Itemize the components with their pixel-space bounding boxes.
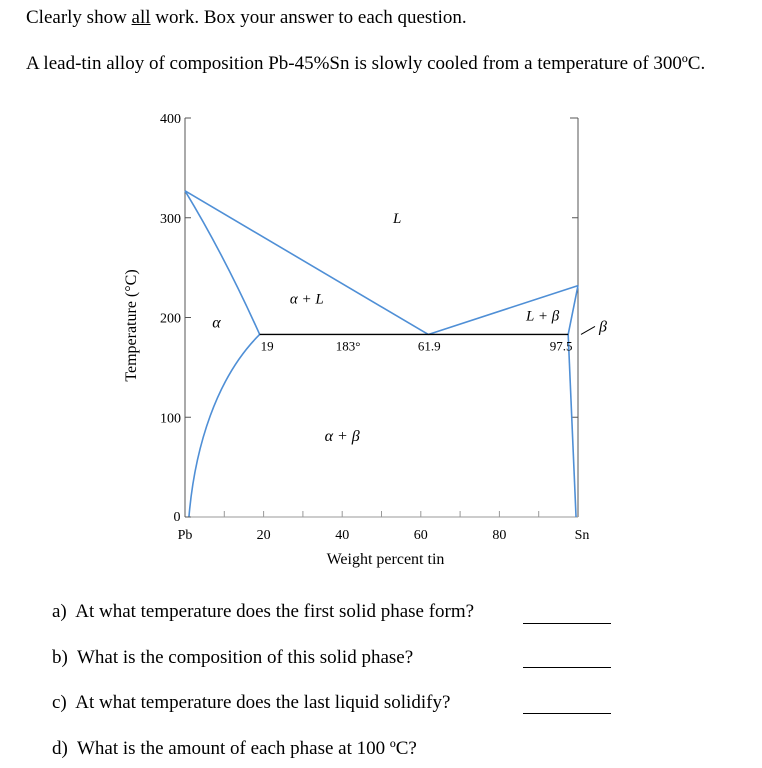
labels <box>123 211 607 568</box>
x-tick-label: 60 <box>413 528 428 543</box>
label-liquid: L <box>393 210 402 227</box>
y-tick-label: 200 <box>160 311 181 327</box>
solvus-beta <box>568 334 576 517</box>
label-alpha: α <box>212 314 221 332</box>
x-tick-label: 20 <box>256 528 271 543</box>
y-tick-label: 0 <box>173 510 181 525</box>
answer-b-line[interactable] <box>523 667 611 668</box>
y-tick-label: 300 <box>160 211 181 227</box>
label-liquid-beta: L + β <box>526 308 560 325</box>
solidus-beta <box>568 286 578 335</box>
phase-lines <box>185 191 578 517</box>
question-c-label: c) <box>52 692 67 713</box>
y-tick-label: 400 <box>160 112 181 127</box>
question-a-text: At what temperature does the first solid phase form? <box>75 601 475 622</box>
x-tick-label: 80 <box>492 528 507 543</box>
question-c <box>52 692 450 714</box>
label-eutectic-comp: 61.9 <box>417 338 441 354</box>
question-a-label: a) <box>52 601 67 622</box>
solvus-alpha <box>189 334 260 517</box>
x-tick-label: 40 <box>335 528 350 543</box>
label-beta-min: 97.5 <box>549 338 573 354</box>
problem-statement: A lead-tin alloy of composition Pb-45%Sn is slowly cooled from a temperature of 300ºC. <box>26 53 706 74</box>
label-alpha-liquid: α + L <box>289 291 324 308</box>
answer-c-line[interactable] <box>523 713 611 714</box>
question-d-text: What is the amount of each phase at 100 ºC? <box>77 738 417 759</box>
beta-leader-line <box>581 326 595 334</box>
ticks <box>160 112 589 543</box>
label-alpha-beta: α + β <box>324 428 360 446</box>
question-b <box>52 647 413 669</box>
x-axis-title: Weight percent tin <box>326 551 445 568</box>
axes <box>185 118 578 517</box>
label-eutectic-temp: 183° <box>335 338 361 354</box>
liquidus-left <box>185 191 428 335</box>
instructions-emphasis: all <box>131 7 151 28</box>
question-d-label: d) <box>52 738 68 759</box>
question-a <box>52 601 474 623</box>
label-beta: β <box>599 318 607 336</box>
question-c-text: At what temperature does the last liquid solidify? <box>75 692 451 713</box>
question-b-text: What is the composition of this solid phase? <box>77 647 414 668</box>
x-end-label-pb: Pb <box>177 528 193 543</box>
y-axis-title: Temperature (°C) <box>123 269 140 382</box>
instructions-suffix: work. Box your answer to each question. <box>150 7 467 28</box>
question-d <box>52 738 417 760</box>
label-alpha-max: 19 <box>260 338 274 354</box>
y-tick-label: 100 <box>160 411 181 427</box>
instructions-prefix: Clearly show <box>26 7 132 28</box>
answer-a-line[interactable] <box>523 623 611 624</box>
question-b-label: b) <box>52 647 68 668</box>
x-end-label-sn: Sn <box>574 528 590 543</box>
